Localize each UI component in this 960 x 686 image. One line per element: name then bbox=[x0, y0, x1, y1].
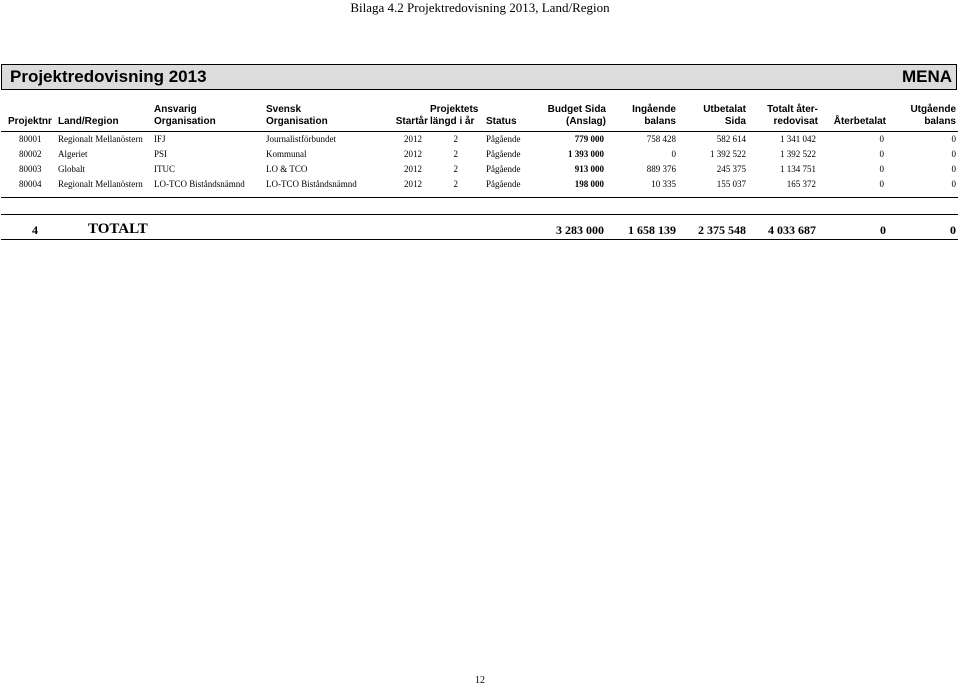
total-ingaende: 1 658 139 bbox=[628, 223, 676, 237]
header-startar: Startår bbox=[395, 116, 428, 127]
cell-utgaende: 0 bbox=[951, 179, 956, 189]
cell-startar: 2012 bbox=[404, 134, 422, 144]
total-label: TOTALT bbox=[88, 221, 148, 237]
cell-ingaende: 10 335 bbox=[651, 179, 676, 189]
total-top-rule bbox=[1, 214, 958, 215]
cell-svensk: LO & TCO bbox=[266, 164, 308, 174]
cell-ansvarig: LO-TCO Biståndsnämnd bbox=[154, 179, 245, 189]
cell-land: Regionalt Mellanöstern bbox=[58, 179, 143, 189]
cell-status: Pågående bbox=[486, 179, 521, 189]
header-projektnr: Projektnr bbox=[8, 116, 52, 127]
header-redovisat: Totalt åter- redovisat bbox=[767, 104, 818, 127]
rows-end-rule bbox=[1, 197, 958, 198]
cell-ansvarig: PSI bbox=[154, 149, 168, 159]
header-budget: Budget Sida (Anslag) bbox=[547, 104, 606, 127]
header-land: Land/Region bbox=[58, 116, 119, 127]
cell-utbetalat: 582 614 bbox=[716, 134, 746, 144]
header-ansvarig: Ansvarig Organisation bbox=[154, 104, 216, 127]
total-utgaende: 0 bbox=[950, 223, 956, 237]
cell-budget: 913 000 bbox=[574, 164, 604, 174]
total-aterbetalat: 0 bbox=[880, 223, 886, 237]
region-label: MENA bbox=[901, 67, 952, 86]
header-utbetalat: Utbetalat Sida bbox=[703, 104, 746, 127]
cell-redovisat: 1 134 751 bbox=[780, 164, 816, 174]
total-utbetalat: 2 375 548 bbox=[698, 223, 746, 237]
total-count: 4 bbox=[32, 223, 38, 237]
cell-budget: 198 000 bbox=[574, 179, 604, 189]
report-title: Projektredovisning 2013 bbox=[10, 67, 207, 86]
cell-startar: 2012 bbox=[404, 149, 422, 159]
cell-land: Globalt bbox=[58, 164, 85, 174]
cell-projektnr: 80003 bbox=[19, 164, 42, 174]
page-number: 12 bbox=[475, 675, 485, 686]
cell-langd: 2 bbox=[453, 149, 458, 159]
cell-ansvarig: ITUC bbox=[154, 164, 175, 174]
header-utgaende: Utgående balans bbox=[910, 104, 956, 127]
cell-utgaende: 0 bbox=[951, 134, 956, 144]
cell-budget: 779 000 bbox=[574, 134, 604, 144]
cell-budget: 1 393 000 bbox=[568, 149, 604, 159]
cell-langd: 2 bbox=[453, 179, 458, 189]
cell-projektnr: 80002 bbox=[19, 149, 42, 159]
cell-svensk: Kommunal bbox=[266, 149, 307, 159]
header-status: Status bbox=[486, 116, 517, 127]
cell-ansvarig: IFJ bbox=[154, 134, 166, 144]
cell-projektnr: 80001 bbox=[19, 134, 42, 144]
cell-langd: 2 bbox=[453, 164, 458, 174]
header-rule bbox=[1, 131, 958, 132]
header-svensk: Svensk Organisation bbox=[266, 104, 328, 127]
cell-utgaende: 0 bbox=[951, 164, 956, 174]
total-redovisat: 4 033 687 bbox=[768, 223, 816, 237]
cell-utbetalat: 155 037 bbox=[716, 179, 746, 189]
cell-langd: 2 bbox=[453, 134, 458, 144]
cell-aterbetalat: 0 bbox=[879, 149, 884, 159]
cell-aterbetalat: 0 bbox=[879, 164, 884, 174]
cell-startar: 2012 bbox=[404, 164, 422, 174]
cell-status: Pågående bbox=[486, 149, 521, 159]
cell-redovisat: 1 392 522 bbox=[780, 149, 816, 159]
header-langd: Projektets längd i år bbox=[430, 104, 479, 127]
total-bottom-rule bbox=[1, 239, 958, 240]
header-aterbetalat: Återbetalat bbox=[833, 116, 886, 127]
cell-ingaende: 0 bbox=[671, 149, 676, 159]
report-title-bar bbox=[1, 64, 957, 90]
cell-startar: 2012 bbox=[404, 179, 422, 189]
document-header: Bilaga 4.2 Projektredovisning 2013, Land/Region bbox=[350, 0, 610, 15]
total-budget: 3 283 000 bbox=[556, 223, 604, 237]
cell-redovisat: 165 372 bbox=[786, 179, 816, 189]
cell-projektnr: 80004 bbox=[19, 179, 42, 189]
header-ingaende: Ingående balans bbox=[632, 104, 676, 127]
cell-svensk: LO-TCO Biståndsnämnd bbox=[266, 179, 357, 189]
cell-utbetalat: 1 392 522 bbox=[710, 149, 746, 159]
cell-utbetalat: 245 375 bbox=[716, 164, 746, 174]
cell-aterbetalat: 0 bbox=[879, 179, 884, 189]
cell-status: Pågående bbox=[486, 134, 521, 144]
cell-land: Regionalt Mellanöstern bbox=[58, 134, 143, 144]
cell-aterbetalat: 0 bbox=[879, 134, 884, 144]
cell-utgaende: 0 bbox=[951, 149, 956, 159]
cell-svensk: Journalistförbundet bbox=[266, 134, 336, 144]
cell-ingaende: 758 428 bbox=[646, 134, 676, 144]
cell-land: Algeriet bbox=[58, 149, 88, 159]
cell-redovisat: 1 341 042 bbox=[780, 134, 816, 144]
cell-ingaende: 889 376 bbox=[646, 164, 676, 174]
cell-status: Pågående bbox=[486, 164, 521, 174]
